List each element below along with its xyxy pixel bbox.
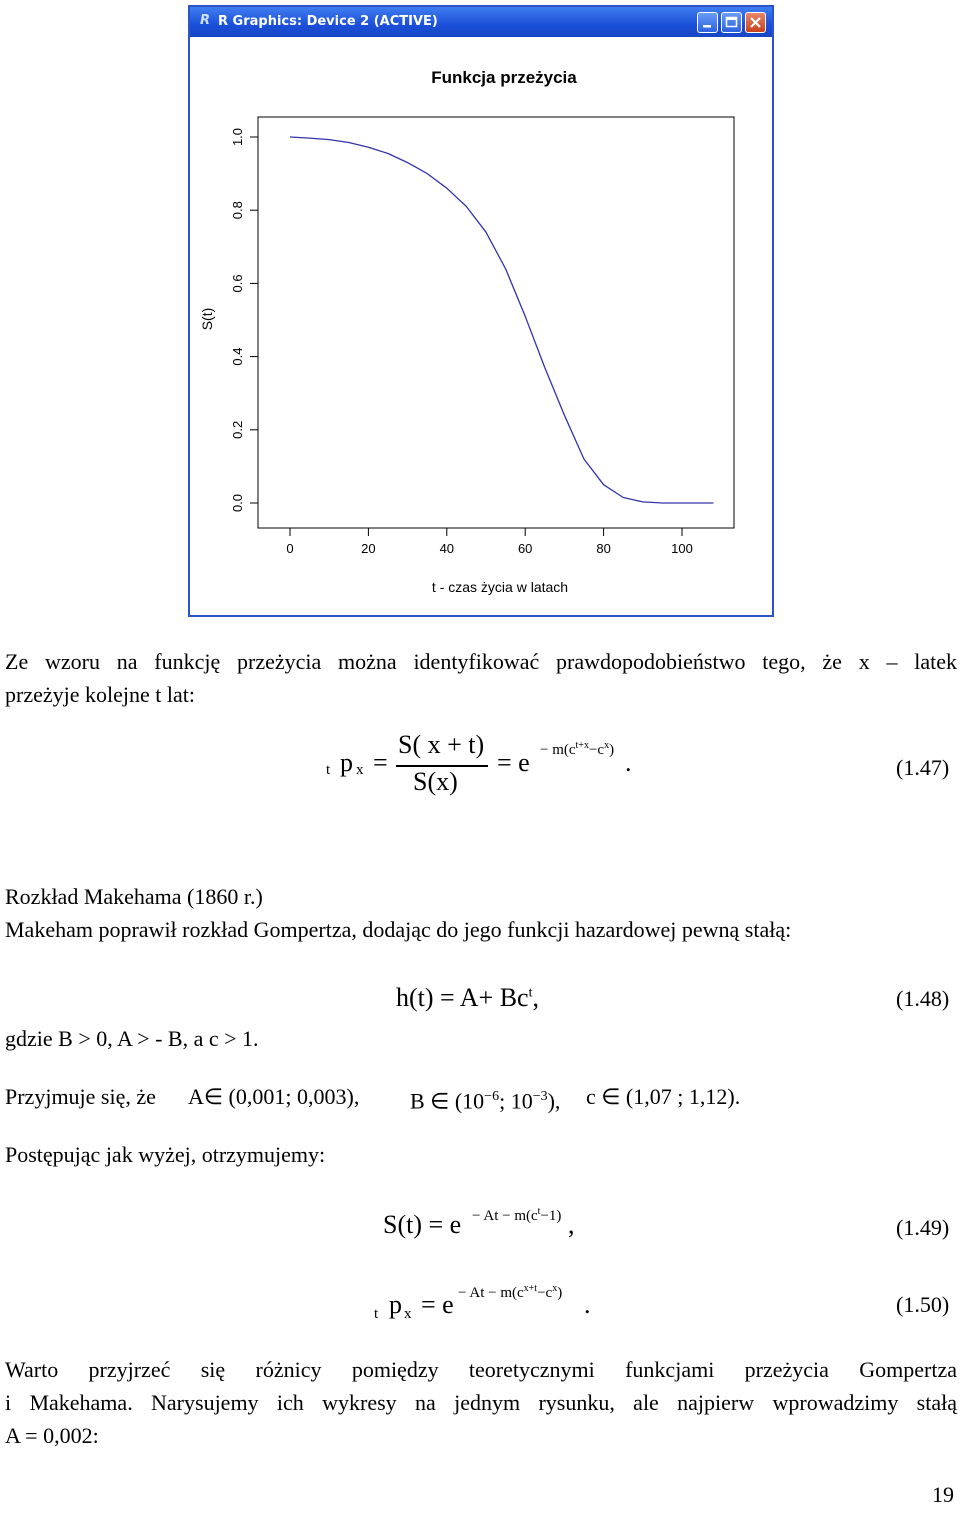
range-b: B ∈ ($10^{-6}$; $10^{-3}$), [410,1088,561,1114]
window-title: R Graphics: Device 2 (ACTIVE) [218,14,438,29]
eq-symbol: = e [497,748,530,777]
paragraph-line: przeżyje kolejne t lat: [5,682,195,707]
eq-exponent: − $m(c^{t+x}-c^x)$ [540,740,615,758]
eq-subscript: x [356,762,364,778]
x-axis-label: t - czas życia w latach [431,579,569,595]
range-a: A∈ (0,001; 0,003), [188,1084,360,1109]
paragraph-line: i Makehama. Narysujemy ich wykresy na jednym rysunku, ale najpierw wprowadzimy stałą [5,1390,957,1415]
y-tick-label: 0.8 [230,201,245,220]
minimize-icon [698,13,717,32]
chart-title: Funkcja przeżycia [431,68,577,87]
equation-1-48: $h(t) = A+ Bc^t$, [396,983,539,1012]
x-tick-label: 40 [439,541,455,556]
paragraph-line: gdzie B > 0, A > - B, a c > 1. [5,1026,259,1051]
eq-symbol: . [584,1290,591,1319]
equation-number: (1.48) [896,986,950,1011]
x-tick-label: 0 [286,541,294,556]
eq-subscript: x [404,1306,412,1322]
paragraph-line: Warto przyjrzeć się różnicy pomiędzy teoretycznymi funkcjami przeżycia Gompertza [5,1357,957,1382]
y-tick-label: 0.4 [230,347,245,366]
r-logo-icon: R [199,13,210,28]
maximize-icon [722,13,741,32]
eq-symbol: p [340,748,353,777]
eq-numerator: S( x + t) [398,730,485,759]
section-heading: Rozkład Makehama (1860 r.) [5,884,263,909]
minimize-button[interactable] [697,12,718,33]
x-tick-label: 80 [596,541,611,556]
r-graphics-window [188,5,774,617]
series-line [290,137,713,503]
equation-number: (1.47) [896,755,950,780]
y-tick-label: 0.0 [230,493,245,513]
eq-exponent: − $At - m(c^t-1)$ [472,1206,562,1224]
paragraph-line: Makeham poprawił rozkład Gompertza, dodając do jego funkcji hazardowej pewną stałą: [5,917,792,942]
close-button[interactable] [745,12,766,33]
range-c: c ∈ (1,07 ; 1,12). [586,1084,741,1109]
equation-1-49: S(t) = e [383,1210,462,1239]
x-tick-label: 100 [671,541,693,556]
eq-symbol: = e [421,1290,454,1319]
eq-symbol: p [389,1290,402,1319]
y-tick-label: 0.2 [230,420,245,439]
page-number: 19 [932,1482,954,1507]
plot-frame [258,117,734,528]
eq-symbol: , [568,1210,575,1239]
window-titlebar[interactable] [190,7,772,37]
equation-number: (1.50) [896,1292,950,1317]
eq-denominator: S(x) [413,767,458,796]
paragraph-line: Ze wzoru na funkcję przeżycia można identyfikować prawdopodobieństwo tego, że x – latek [5,649,957,674]
eq-subscript: t [326,762,331,778]
x-tick-label: 20 [361,541,376,556]
close-icon [746,13,765,32]
survival-chart [190,37,772,615]
eq-symbol: . [625,748,632,777]
x-tick-label: 60 [517,541,533,556]
eq-subscript: t [374,1306,379,1322]
paragraph-line: A = 0,002: [5,1423,99,1448]
y-tick-label: 0.6 [230,274,245,293]
paragraph-line: Postępując jak wyżej, otrzymujemy: [5,1142,326,1167]
maximize-button[interactable] [721,12,742,33]
y-axis-label: S(t) [199,307,215,331]
equation-number: (1.49) [896,1215,950,1240]
equation-1-47 [0,720,960,820]
eq-exponent: − $At - m(c^{x+t}-c^x)$ [458,1283,563,1301]
paragraph-line: Przyjmuje się, że [5,1084,156,1109]
eq-symbol: = [373,748,388,777]
y-tick-label: 1.0 [230,127,245,147]
